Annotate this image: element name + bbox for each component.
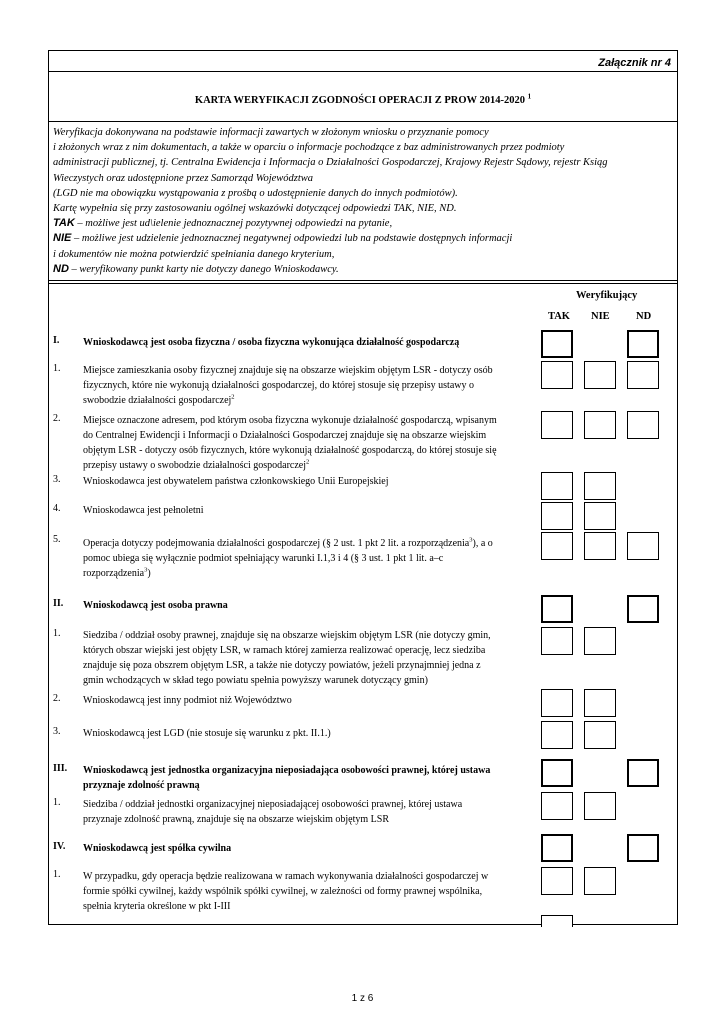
checkbox-nd[interactable] <box>627 361 659 389</box>
tak-definition: TAK – możliwe jest ud\ielenie jednoznacznej pozytywnej odpowiedzi na pytanie, <box>53 217 393 230</box>
checkbox-tak[interactable] <box>541 759 573 787</box>
footnote-ref: 3 <box>469 536 473 544</box>
checkbox-nie[interactable] <box>584 627 616 655</box>
checkbox-nd[interactable] <box>627 330 659 358</box>
checkbox-nd[interactable] <box>627 834 659 862</box>
checkbox-nd[interactable] <box>627 411 659 439</box>
checkbox-tak[interactable] <box>541 411 573 439</box>
checkbox-tak[interactable] <box>541 627 573 655</box>
criterion-text: Wnioskodawca jest pełnoletni <box>83 505 204 516</box>
divider <box>49 121 677 122</box>
item-number: 3. <box>53 474 61 485</box>
item-number: 1. <box>53 797 61 808</box>
checkbox-nie[interactable] <box>584 472 616 500</box>
item-number: 2. <box>53 413 61 424</box>
instruction-line: (LGD nie ma obowiązku wystąpowania z prośbą o udostępnienie danych do innych podmiotów). <box>53 187 458 199</box>
checkbox-tak[interactable] <box>541 689 573 717</box>
item-number: 4. <box>53 503 61 514</box>
section-number: II. <box>53 598 64 609</box>
checkbox-nie[interactable] <box>584 411 616 439</box>
criterion-text: W przypadku, gdy operacja będzie realizowana w ramach wykonywania działalności gospodarczej w formie spółki cywilnej, każdy wspólnik spółki cywilnej, w zależności od formy prawnej wspólnika, spełnia kryteria określone w pkt I-III <box>83 871 489 912</box>
checkbox-tak[interactable] <box>541 532 573 560</box>
criterion-text: Wnioskodawca jest obywatelem państwa członkowskiego Unii Europejskiej <box>83 476 389 487</box>
item-number: 1. <box>53 869 61 880</box>
nd-definition: ND – weryfikowany punkt karty nie dotyczy danego Wnioskodawcy. <box>53 262 339 275</box>
checkbox-nd[interactable] <box>627 759 659 787</box>
checkbox-tak[interactable] <box>541 472 573 500</box>
checkbox-nd[interactable] <box>627 532 659 560</box>
item-number: 1. <box>53 628 61 639</box>
col-nie: NIE <box>591 311 610 322</box>
checkbox-nie[interactable] <box>584 532 616 560</box>
criterion-text: Miejsce zamieszkania osoby fizycznej znajduje się na obszarze wiejskim objętym LSR - dotyczy osób fizycznych, które nie wykonują działalności gospodarczej, do której stosuje się przepisy ustawy o swobodzie działalności gospodarczej$^2$ <box>83 365 493 406</box>
instructions <box>53 125 668 277</box>
instruction-line: Wieczystych oraz udostępnione przez Samorząd Województwa <box>53 172 314 184</box>
item-number: 2. <box>53 693 61 704</box>
section-heading: Wnioskodawcą jest spółka cywilna <box>83 843 232 854</box>
verifier-header: Weryfikujący <box>576 290 638 301</box>
checkbox-nie[interactable] <box>584 867 616 895</box>
section-heading: Wnioskodawcą jest osoba fizyczna / osoba fizyczna wykonująca działalność gospodarczą <box>83 337 460 348</box>
checkbox-nie[interactable] <box>584 502 616 530</box>
checkbox-tak[interactable] <box>541 361 573 389</box>
divider <box>49 283 677 284</box>
footnote-ref: 1 <box>527 92 532 101</box>
item-number: 1. <box>53 363 61 374</box>
section-heading: Wnioskodawcą jest jednostka organizacyjna nieposiadająca osobowości prawnej, której ustawa przyznaje zdolność prawną <box>83 765 491 791</box>
divider <box>49 280 677 281</box>
nie-definition-cont: i dokumentów nie można potwierdzić spełniania danego kryterium, <box>53 248 335 260</box>
col-nd: ND <box>636 311 652 322</box>
criterion-text: Siedziba / oddział jednostki organizacyjnej nieposiadającej osobowości prawnej, której ustawa przyznaje zdolność prawną, znajduje się na obszarze wiejskim objętym LSR <box>83 799 463 825</box>
criterion-text: Wnioskodawcą jest LGD (nie stosuje się warunku z pkt. II.1.) <box>83 728 331 739</box>
page-number: 1 z 6 <box>351 993 374 1004</box>
criterion-text: Siedziba / oddział osoby prawnej, znajduje się na obszarze wiejskim objętym LSR (nie dotyczy gmin, których obszar wiejski jest objęty LSR, w ramach której zamierza realizować operację, lecz siedziba znajduje się poza obszrem objętym LSR, a także nie dotyczy powiatów, jeżeli przynajmniej jedna z gmin wchodzących w skład tego powiatu spełnia powyższy warunek dotyczący gmin) <box>83 630 491 686</box>
footnote-ref: 3 <box>144 566 148 574</box>
col-tak: TAK <box>548 311 570 322</box>
checkbox-nie[interactable] <box>584 689 616 717</box>
section-number: IV. <box>53 841 66 852</box>
checkbox-tak[interactable] <box>541 595 573 623</box>
verification-card-frame <box>48 50 678 925</box>
instruction-line: Kartę wypełnia się przy zastosowaniu ogólnej wskazówki dotyczącej odpowiedzi TAK, NIE, ND. <box>53 203 457 215</box>
checkbox-tak[interactable] <box>541 834 573 862</box>
section-number: III. <box>53 763 68 774</box>
card-title: KARTA WERYFIKACJI ZGODNOŚCI OPERACJI Z PROW 2014-2020 $^1$ <box>194 92 532 106</box>
checkbox-tak[interactable] <box>541 867 573 895</box>
nie-definition: NIE – możliwe jest udzielenie jednoznacznej negatywnej odpowiedzi lub na podstawie dostępnych informacji <box>53 232 513 245</box>
checkbox-nd[interactable] <box>627 595 659 623</box>
checkbox-nie[interactable] <box>584 721 616 749</box>
checkbox-tak[interactable] <box>541 792 573 820</box>
instruction-line: administracji publicznej, tj. Centralna Ewidencja i Informacja o Działalności Gospodarczej, Krajowy Rejestr Sądowy, rejestr Ksiąg <box>53 157 608 169</box>
checkbox-nie[interactable] <box>584 361 616 389</box>
checkbox-tak[interactable] <box>541 915 573 927</box>
instruction-line: Weryfikacja dokonywana na podstawie informacji zawartych w złożonym wniosku o przyznanie pomocy <box>53 127 489 138</box>
checkbox-tak[interactable] <box>541 502 573 530</box>
annex-label: Załącznik nr 4 <box>598 57 671 69</box>
checkbox-tak[interactable] <box>541 330 573 358</box>
item-number: 5. <box>53 534 61 545</box>
divider <box>49 71 677 72</box>
criterion-text: Miejsce oznaczone adresem, pod którym osoba fizyczna wykonuje działalność gospodarczą, wpisanym do Centralnej Ewidencji i Informacji o Działalności Gospodarczej znajduje się na obszarze wiejskim objętym LSR - dotyczy osób fizycznych, które wykonują działalność gospodarczą, do której stosuje się przepisy ustawy o swobodzie działalności gospodarczej$^2$ <box>83 415 497 471</box>
section-number: I. <box>53 335 60 346</box>
checkbox-nie[interactable] <box>584 792 616 820</box>
item-number: 3. <box>53 726 61 737</box>
footnote-ref: 2 <box>231 393 235 401</box>
section-heading: Wnioskodawcą jest osoba prawna <box>83 600 228 611</box>
criterion-text: Operacja dotyczy podejmowania działalności gospodarczej (§ 2 ust. 1 pkt 2 lit. a rozporządzenia$^3$), a o pomoc ubiega się wyłącznie podmiot spełniający warunki I.1,3 i 4 (§ 3 ust. 1 pkt 1 lit. a–c rozporządzenia$^3$) <box>83 536 493 579</box>
checkbox-tak[interactable] <box>541 721 573 749</box>
instruction-line: i złożonych wraz z nim dokumentach, a także w oparciu o informacje pochodzące z baz administrowanych przez podmioty <box>53 142 565 154</box>
criterion-text: Wnioskodawcą jest inny podmiot niż Województwo <box>83 695 292 706</box>
footnote-ref: 2 <box>306 458 310 466</box>
